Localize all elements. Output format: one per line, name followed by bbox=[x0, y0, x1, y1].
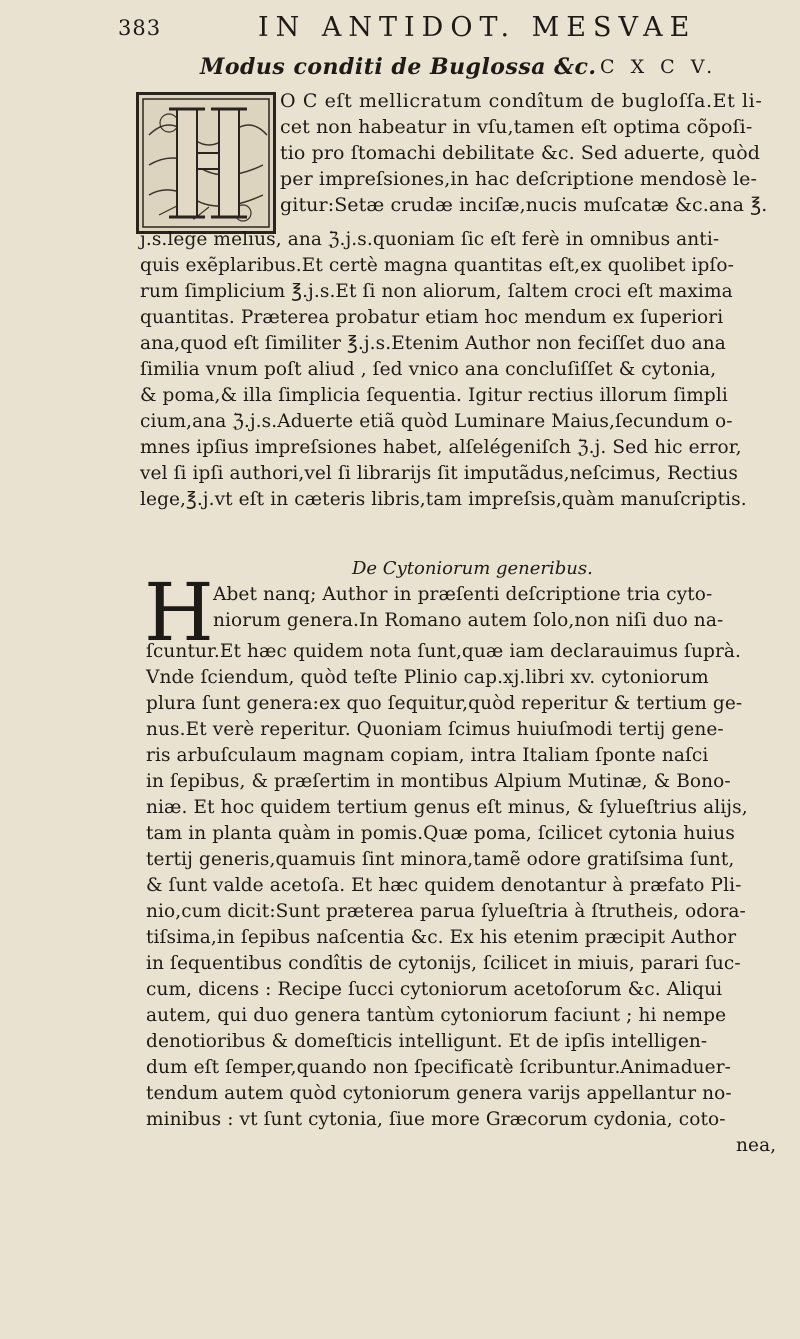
page-number: 383 bbox=[118, 16, 162, 40]
section-number: C X C V. bbox=[600, 56, 718, 78]
text-line: dum eſt ſemper,quando non ſpecificatè ſcribuntur.Animaduer- bbox=[146, 1057, 732, 1078]
text-line: per impreſsiones,in hac deſcriptione mendosè le- bbox=[280, 168, 758, 190]
catchword: nea, bbox=[736, 1135, 777, 1156]
text-line: tio pro ſtomachi debilitate &c. Sed aduerte, quòd bbox=[280, 142, 761, 164]
text-line: tendum autem quòd cytoniorum genera varijs appellantur no- bbox=[146, 1083, 732, 1104]
section-title: Modus conditi de Buglossa &c. bbox=[200, 54, 597, 80]
text-line: nus.Et verè reperitur. Quoniam ſcimus huiuſmodi tertij gene- bbox=[146, 719, 724, 740]
section-caption bbox=[0, 54, 800, 84]
decorated-initial bbox=[136, 92, 276, 234]
text-line: mnes ipſius impreſsiones habet, alſelégeniſch ℨ.j. Sed hic error, bbox=[140, 437, 742, 458]
text-line: nio,cum dicit:Sunt præterea parua ſylueſtria à ſtrutheis, odora- bbox=[146, 901, 746, 922]
text-line: quantitas. Præterea probatur etiam hoc mendum ex ſuperiori bbox=[140, 307, 724, 328]
text-line: in ſequentibus condîtis de cytonijs, ſcilicet in miuis, parari ſuc- bbox=[146, 953, 741, 974]
subheading: De Cytoniorum generibus. bbox=[352, 558, 593, 579]
text-line: minibus : vt ſunt cytonia, ſiue more Græcorum cydonia, coto- bbox=[146, 1109, 726, 1130]
text-line: j.s.lege melius, ana ℨ.j.s.quoniam ſic eſt ferè in omnibus anti- bbox=[140, 229, 720, 250]
text-line: niæ. Et hoc quidem tertium genus eſt minus, & ſylueſtrius alijs, bbox=[146, 797, 748, 818]
text-line: lege,℥.j.vt eſt in cæteris libris,tam impreſsis,quàm manuſcriptis. bbox=[140, 489, 747, 510]
text-line: Abet nanq; Author in præſenti deſcriptione tria cyto- bbox=[213, 584, 713, 605]
text-line: quis exẽplaribus.Et certè magna quantitas eſt,ex quolibet ipſo- bbox=[140, 255, 734, 276]
text-line: ris arbuſculaum magnam copiam, intra Italiam ſponte naſci bbox=[146, 745, 709, 766]
text-line: & ſunt valde acetoſa. Et hæc quidem denotantur à præfato Pli- bbox=[146, 875, 742, 896]
text-line: in ſepibus, & præſertim in montibus Alpium Mutinæ, & Bono- bbox=[146, 771, 731, 792]
text-line: ſimilia vnum poſt aliud , ſed vnico ana concluſiſſet & cytonia, bbox=[140, 359, 717, 380]
text-line: & poma,& illa ſimplicia ſequentia. Igitur rectius illorum ſimpli bbox=[140, 385, 728, 406]
text-line: tertij generis,quamuis ſint minora,tamẽ odore gratiſsima ſunt, bbox=[146, 849, 735, 870]
text-line: ſcuntur.Et hæc quidem nota ſunt,quæ iam declarauimus ſuprà. bbox=[146, 641, 742, 662]
text-line: tiſsima,in ſepibus naſcentia &c. Ex his etenim præcipit Author bbox=[146, 927, 737, 948]
text-line: tam in planta quàm in pomis.Quæ poma, ſcilicet cytonia huius bbox=[146, 823, 735, 844]
text-line: cet non habeatur in vſu,tamen eſt optima cõpoſi- bbox=[280, 116, 753, 138]
running-title: IN ANTIDOT. MESVAE bbox=[258, 12, 697, 43]
text-line: Vnde ſciendum, quòd teſte Plinio cap.xj.libri xv. cytoniorum bbox=[146, 667, 709, 688]
running-head bbox=[0, 6, 800, 46]
text-line: vel ſi ipſi authori,vel ſi librarijs ſit imputãdus,neſcimus, Rectius bbox=[140, 463, 738, 484]
ornament-initial-icon bbox=[139, 95, 273, 231]
text-line: cum, dicens : Recipe ſucci cytoniorum acetoſorum &c. Aliqui bbox=[146, 979, 723, 1000]
text-line: denotioribus & domeſticis intelligunt. Et de ipſis intelligen- bbox=[146, 1031, 708, 1052]
text-line: gitur:Setæ crudæ inciſæ,nucis muſcatæ &c.ana ℥. bbox=[280, 194, 768, 216]
initial-letter: H bbox=[144, 566, 214, 659]
text-line: cium,ana ℨ.j.s.Aduerte etiã quòd Luminare Maius,ſecundum o- bbox=[140, 411, 733, 432]
text-line: plura ſunt genera:ex quo ſequitur,quòd reperitur & tertium ge- bbox=[146, 693, 743, 714]
text-line: niorum genera.In Romano autem ſolo,non niſi duo na- bbox=[213, 610, 724, 631]
text-line: rum ſimplicium ℥.j.s.Et ſi non aliorum, ſaltem croci eſt maxima bbox=[140, 281, 733, 302]
text-line: autem, qui duo genera tantùm cytoniorum faciunt ; hi nempe bbox=[146, 1005, 727, 1026]
text-line: ana,quod eſt ſimiliter ℥.j.s.Etenim Author non feciſſet duo ana bbox=[140, 333, 726, 354]
text-line: O C eſt mellicratum condîtum de bugloſſa.Et li- bbox=[280, 90, 763, 112]
